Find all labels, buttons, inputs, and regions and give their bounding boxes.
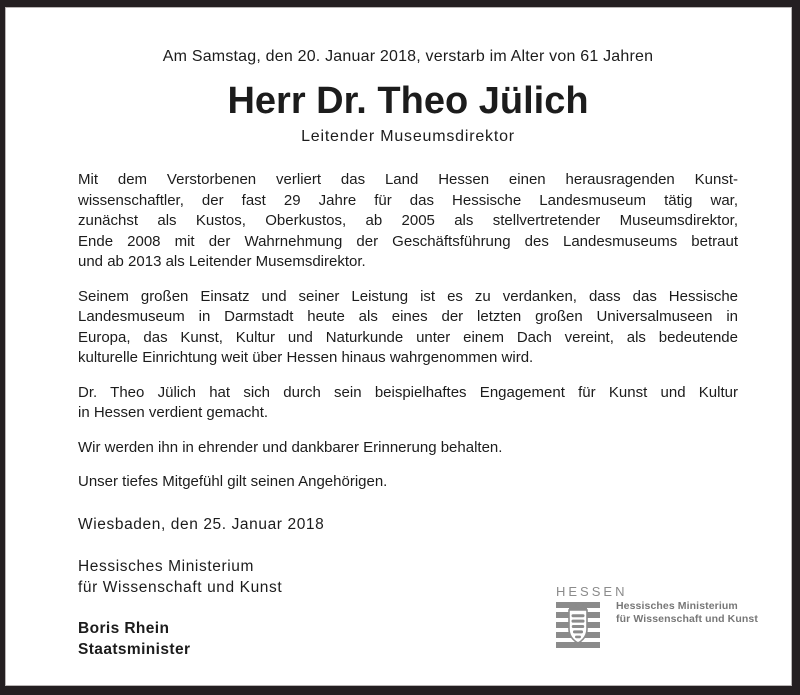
ministry-logo-text — [616, 600, 758, 625]
paragraph-line: Landesmuseum in Darmstadt heute als eines der letzten großen Universalmuseen in — [78, 308, 738, 325]
obituary-paragraph — [78, 472, 738, 493]
ministry-name-line: für Wissenschaft und Kunst — [78, 578, 283, 596]
hessen-coat-of-arms-icon — [556, 601, 602, 651]
paragraph-line: Unser tiefes Mitgefühl gilt seinen Angehörigen. — [78, 473, 388, 490]
notice-content — [5, 7, 792, 660]
hessen-logo-mark — [556, 584, 628, 651]
paragraph-line: Wir werden ihn in ehrender und dankbarer Erinnerung behalten. — [78, 438, 503, 456]
deceased-name: Herr Dr. Theo Jülich — [227, 80, 589, 122]
ministry-logo-text-line: für Wissenschaft und Kunst — [616, 612, 758, 625]
dateline: Wiesbaden, den 25. Januar 2018 — [78, 515, 325, 533]
paragraph-line: Europa, das Kunst, Kultur und Naturkunde unter einem Dach vereint, als bedeutende — [78, 328, 738, 346]
paragraph-line: kulturelle Einrichtung weit über Hessen hinaus wahrgenommen wird. — [78, 349, 534, 366]
hessen-wordmark: HESSEN — [556, 584, 628, 599]
paragraph-line: Dr. Theo Jülich hat sich durch sein beispielhaftes Engagement für Kunst und Kultur — [78, 383, 738, 401]
paragraph-line: Seinem großen Einsatz und seiner Leistung ist es zu verdanken, dass das Hessische — [78, 287, 738, 305]
obituary-paragraph — [78, 438, 738, 459]
obituary-paragraph — [78, 287, 738, 369]
ministry-name-line: Hessisches Ministerium — [78, 557, 254, 575]
signatory-name: Boris Rhein — [78, 619, 170, 637]
announcement-line: Am Samstag, den 20. Januar 2018, verstarb im Alter von 61 Jahren — [162, 48, 654, 65]
paragraph-line: Ende 2008 mit der Wahrnehmung der Geschäftsführung des Landesmuseums betraut — [78, 232, 738, 250]
paragraph-line: und ab 2013 als Leitender Musemsdirektor. — [78, 253, 366, 270]
signatory-role: Staatsminister — [78, 640, 191, 658]
paragraph-line: wissenschaftler, der fast 29 Jahre für das Hessische Landesmuseum tätig war, — [78, 191, 738, 209]
paragraph-line: zunächst als Kustos, Oberkustos, ab 2005 als stellvertretender Museumsdirektor, — [78, 212, 738, 229]
hessen-ministry-logo — [556, 585, 758, 651]
paragraph-line: in Hessen verdient gemacht. — [78, 404, 269, 421]
obituary-body — [78, 170, 738, 493]
obituary-paragraph — [78, 170, 738, 273]
ministry-logo-text-line: Hessisches Ministerium — [616, 600, 738, 612]
deceased-title: Leitender Museumsdirektor — [301, 128, 515, 145]
obituary-paragraph — [78, 383, 738, 424]
paragraph-line: Mit dem Verstorbenen verliert das Land Hessen einen herausragenden Kunst- — [78, 171, 738, 188]
